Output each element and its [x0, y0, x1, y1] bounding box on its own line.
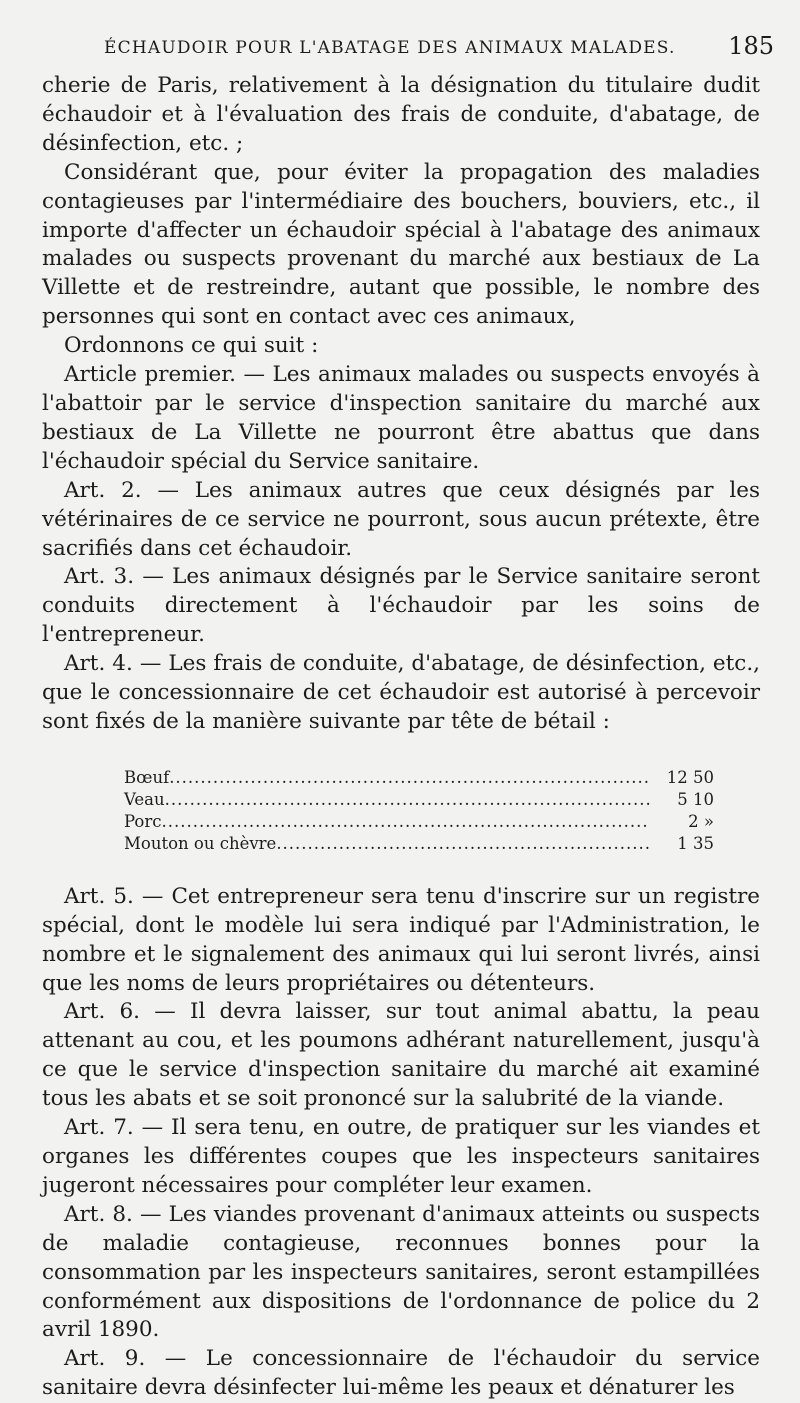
- tariff-row: [124, 789, 714, 811]
- tariff-row: [124, 767, 714, 789]
- running-title: ÉCHAUDOIR POUR L'ABATAGE DES ANIMAUX MALADES.: [104, 38, 676, 58]
- running-header: [104, 32, 774, 64]
- leader-dots: [165, 789, 650, 811]
- tariff-price: 2 »: [688, 811, 714, 831]
- paragraph-continuation: cherie de Paris, relativement à la désignation du titulaire dudit échaudoir et à l'évaluation des frais de conduite, d'abatage, de désinfection, etc. ;: [42, 73, 760, 156]
- article-7: Art. 7. — Il sera tenu, en outre, de pratiquer sur les viandes et organes les différentes coupes que les inspecteurs sanitaires jugeront nécessaires pour compléter leur examen.: [42, 1115, 760, 1198]
- tariff-price: 12 50: [666, 767, 714, 787]
- paragraph-ordonnons: Ordonnons ce qui suit :: [64, 333, 319, 359]
- tariff-label: Veau: [124, 789, 165, 809]
- article-6: Art. 6. — Il devra laisser, sur tout animal abattu, la peau attenant au cou, et les poumons adhérant naturellement, jusqu'à ce que le service d'inspection sanitaire du marché ait examiné tous les abats et se soit prononcé sur la salubrité de la viande.: [42, 999, 760, 1112]
- tariff-table: [124, 767, 714, 855]
- article-8: Art. 8. — Les viandes provenant d'animaux atteints ou suspects de maladie contagieuse, reconnues bonnes pour la consommation par les inspecteurs sanitaires, seront estampillées conformément aux dispositions de l'ordonnance de police du 2 avril 1890.: [42, 1201, 760, 1343]
- leader-dots: [169, 767, 650, 789]
- page-number: 185: [728, 32, 774, 60]
- article-5: Art. 5. — Cet entrepreneur sera tenu d'inscrire sur un registre spécial, dont le modèle lui sera indiqué par l'Administration, le nombre et le signalement des animaux qui lui seront livrés, ainsi que les noms de leurs propriétaires ou détenteurs.: [42, 883, 760, 996]
- tariff-price: 5 10: [677, 789, 714, 809]
- tariff-price: 1 35: [677, 833, 714, 853]
- leader-dots: [162, 811, 651, 833]
- article-9: Art. 9. — Le concessionnaire de l'échaudoir du service sanitaire devra désinfecter lui-même les peaux et dénaturer les: [42, 1346, 760, 1401]
- tariff-label: Mouton ou chèvre: [124, 833, 277, 853]
- tariff-label: Porc: [124, 811, 162, 831]
- article-4: Art. 4. — Les frais de conduite, d'abatage, de désinfection, etc., que le concessionnaire de cet échaudoir est autorisé à percevoir sont fixés de la manière suivante par tête de bétail :: [42, 651, 760, 734]
- tariff-row: [124, 833, 714, 855]
- tariff-label: Bœuf: [124, 767, 170, 787]
- leader-dots: [276, 833, 650, 855]
- paragraph-considerant: Considérant que, pour éviter la propagation des maladies contagieuses par l'intermédiaire des bouchers, bouviers, etc., il importe d'affecter un échaudoir spécial à l'abatage des animaux malades ou suspects provenant du marché aux bestiaux de La Villette et de restreindre, autant que possible, le nombre des personnes qui sont en contact avec ces animaux,: [42, 159, 760, 330]
- tariff-row: [124, 811, 714, 833]
- article-2: Art. 2. — Les animaux autres que ceux désignés par les vétérinaires de ce service ne pourront, sous aucun prétexte, être sacrifiés dans cet échaudoir.: [42, 477, 760, 561]
- page-body: [42, 72, 760, 1403]
- article-1: Article premier. — Les animaux malades ou suspects envoyés à l'abattoir par le service d'inspection sanitaire du marché aux bestiaux de La Villette ne pourront être abattus que dans l'échaudoir spécial du Service sanitaire.: [42, 362, 760, 474]
- article-3: Art. 3. — Les animaux désignés par le Service sanitaire seront conduits directement à l'échaudoir par les soins de l'entrepreneur.: [42, 564, 760, 648]
